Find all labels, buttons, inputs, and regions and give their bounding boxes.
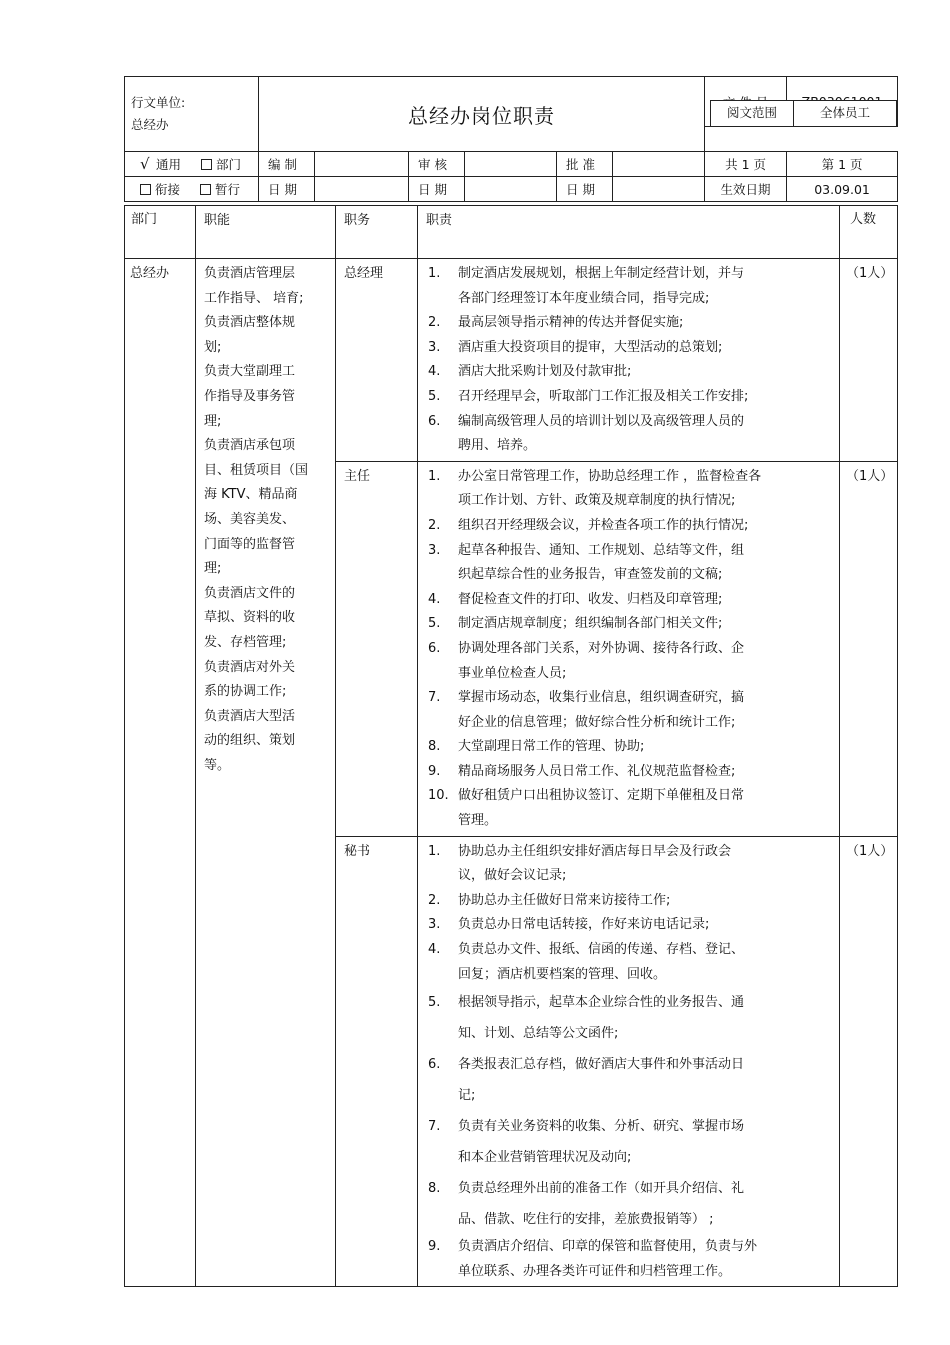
function-line: 理; — [204, 561, 222, 577]
checkbox-icon — [201, 159, 212, 170]
duty-text-line: 制定酒店规章制度；组织编制各部门相关文件; — [458, 616, 723, 632]
scope-label-cell: 阅文范围 — [710, 101, 794, 126]
issuing-unit-value: 总经办 — [131, 117, 169, 132]
duty-text-line: 酒店大批采购计划及付款审批; — [458, 364, 632, 380]
position-director: 主任 — [336, 461, 418, 836]
duty-text-line: 和本企业营销管理状况及动向; — [458, 1150, 632, 1166]
function-line: 负责酒店文件的 — [204, 585, 296, 601]
function-line: 工作指导、 培育; — [204, 290, 304, 306]
position-secretary: 秘书 — [336, 836, 418, 1287]
count-secretary: （1人） — [840, 836, 898, 1287]
effective-date-label: 生效日期 — [705, 177, 787, 202]
duty-item — [426, 336, 831, 361]
checkbox-icon — [200, 184, 211, 195]
duty-item — [426, 735, 831, 760]
duty-number: 5. — [428, 616, 441, 632]
header-count: 人数 — [840, 206, 898, 259]
duty-text-line: 负责有关业务资料的收集、分析、研究、掌握市场 — [458, 1119, 745, 1135]
duty-item — [426, 1173, 831, 1235]
issuing-unit-cell — [125, 77, 259, 152]
function-line: 划; — [204, 339, 222, 355]
check-temporary[interactable]: 暂行 — [200, 180, 240, 198]
duty-number: 3. — [428, 339, 441, 355]
check-general[interactable]: √ 通用 — [140, 155, 182, 173]
duty-text-line: 负责酒店介绍信、印章的保管和监督使用，负责与外 — [458, 1239, 758, 1255]
duty-item — [426, 1049, 831, 1111]
duty-number: 3. — [428, 917, 441, 933]
function-line: 负责酒店整体规 — [204, 315, 296, 331]
duty-text-line: 项工作计划、方针、政策及规章制度的执行情况; — [458, 493, 736, 509]
count-director: （1人） — [840, 461, 898, 836]
duty-number: 2. — [428, 892, 441, 908]
duty-text-line: 办公室日常管理工作，协助总经理工作 ，监督检查各 — [458, 468, 762, 484]
duty-text-line: 织起草综合性的业务报告，审查签发前的文稿; — [458, 567, 723, 583]
duty-number: 8. — [428, 1181, 441, 1197]
duty-text-line: 大堂副理日常工作的管理、协助; — [458, 739, 645, 755]
function-line: 目、租赁项目（国 — [204, 462, 309, 478]
duty-text-line: 制定酒店发展规划，根据上年制定经营计划，并与 — [458, 266, 745, 281]
total-pages: 共 1 页 — [705, 152, 787, 177]
duty-text-line: 议，做好会议记录; — [458, 868, 567, 884]
duty-number: 1. — [428, 468, 441, 484]
duty-number: 8. — [428, 739, 441, 755]
function-line: 动的组织、策划 — [204, 733, 296, 749]
duty-item — [426, 840, 831, 889]
duty-item — [426, 913, 831, 938]
function-cell — [196, 259, 336, 1287]
duty-number: 4. — [428, 942, 441, 958]
duty-number: 2. — [428, 315, 441, 331]
duty-number: 9. — [428, 763, 441, 779]
function-line: 负责大堂副理工 — [204, 364, 296, 380]
duty-text-line: 起草各种报告、通知、工作规划、总结等文件，组 — [458, 542, 745, 558]
checkbox-icon — [140, 184, 151, 195]
checkmark-icon: √ — [140, 155, 150, 173]
duty-text-line: 酒店重大投资项目的提审，大型活动的总策划; — [458, 339, 723, 355]
duty-text-line: 根据领导指示，起草本企业综合性的业务报告、通 — [458, 995, 745, 1011]
scope-row — [710, 100, 897, 126]
duty-item — [426, 889, 831, 914]
date-label-2: 日 期 — [409, 177, 465, 202]
header-position: 职务 — [336, 206, 418, 259]
function-line: 等。 — [204, 757, 231, 773]
duty-number: 5. — [428, 995, 441, 1011]
edit-label: 编 制 — [259, 152, 315, 177]
duty-text-line: 负责总经理外出前的准备工作（如开具介绍信、礼 — [458, 1181, 745, 1197]
function-lines — [204, 262, 327, 778]
function-line: 门面等的监督管 — [204, 536, 296, 552]
date-value-3 — [613, 177, 705, 202]
duty-text-line: 事业单位检查人员; — [458, 665, 567, 681]
approve-label: 批 准 — [557, 152, 613, 177]
duty-item — [426, 539, 831, 588]
duty-item — [426, 311, 831, 336]
function-line: 负责酒店对外关 — [204, 659, 296, 675]
duty-item — [426, 987, 831, 1049]
review-label: 审 核 — [409, 152, 465, 177]
duty-item — [426, 760, 831, 785]
header-duties: 职责 — [418, 206, 840, 259]
duty-item — [426, 637, 831, 686]
duty-number: 9. — [428, 1239, 441, 1255]
duty-number: 1. — [428, 266, 441, 281]
function-line: 场、美容美发、 — [204, 511, 296, 527]
duty-number: 4. — [428, 364, 441, 380]
document-header-table — [124, 76, 898, 202]
duty-text-line: 负责总办日常电话转接，作好来访电话记录; — [458, 917, 710, 933]
duty-text-line: 协助总办主任做好日常来访接待工作; — [458, 892, 671, 908]
duty-number: 6. — [428, 640, 441, 656]
duty-item — [426, 1111, 831, 1173]
date-label-1: 日 期 — [259, 177, 315, 202]
duty-number: 4. — [428, 591, 441, 607]
checkbox-row-2 — [125, 177, 259, 202]
duty-item — [426, 465, 831, 514]
function-line: 理; — [204, 413, 222, 429]
duty-number: 7. — [428, 1119, 441, 1135]
duty-item — [426, 938, 831, 987]
review-value — [465, 152, 557, 177]
dept-cell: 总经办 — [125, 259, 196, 1287]
duty-text-line: 单位联系、办理各类许可证件和归档管理工作。 — [458, 1263, 732, 1279]
duties-director — [418, 461, 840, 836]
duty-text-line: 协调处理各部门关系，对外协调、接待各行政、企 — [458, 640, 745, 656]
function-line: 作指导及事务管 — [204, 388, 296, 404]
duty-number: 2. — [428, 517, 441, 533]
duty-item — [426, 514, 831, 539]
scope-value: 全体员工 — [794, 101, 897, 126]
check-department[interactable]: 部门 — [201, 155, 241, 173]
duty-item — [426, 262, 831, 311]
checkbox-row-1 — [125, 152, 259, 177]
duty-number: 6. — [428, 413, 441, 429]
duty-text-line: 协助总办主任组织安排好酒店每日早会及行政会 — [458, 843, 732, 859]
date-value-1 — [315, 177, 409, 202]
duty-number: 6. — [428, 1057, 441, 1073]
header-function: 职能 — [196, 206, 336, 259]
duty-item — [426, 612, 831, 637]
duty-text-line: 品、借款、吃住行的安排，差旅费报销等） ; — [458, 1212, 714, 1228]
duty-number: 3. — [428, 542, 441, 558]
duty-text-line: 记; — [458, 1088, 476, 1104]
duty-text-line: 各部门经理签订本年度业绩合同，指导完成; — [458, 290, 710, 306]
duty-item — [426, 385, 831, 410]
duty-item — [426, 784, 831, 833]
issuing-unit-label: 行文单位: — [131, 95, 186, 110]
duty-text-line: 好企业的信息管理；做好综合性分析和统计工作; — [458, 714, 736, 730]
function-line: 负责酒店承包项 — [204, 438, 296, 454]
duty-item — [426, 588, 831, 613]
duties-secretary — [418, 836, 840, 1287]
duty-text-line: 最高层领导指示精神的传达并督促实施; — [458, 315, 684, 331]
duty-text-line: 召开经理早会，听取部门工作汇报及相关工作安排; — [458, 388, 749, 404]
duty-number: 1. — [428, 843, 441, 859]
duty-text-line: 聘用、培养。 — [458, 438, 537, 454]
duty-item — [426, 1235, 831, 1284]
approve-value — [613, 152, 705, 177]
duty-text-line: 知、计划、总结等公文函件; — [458, 1026, 619, 1042]
duty-number: 5. — [428, 388, 441, 404]
date-label-3: 日 期 — [557, 177, 613, 202]
duty-text-line: 掌握市场动态，收集行业信息，组织调查研究，搞 — [458, 690, 745, 706]
duty-item — [426, 360, 831, 385]
duty-item — [426, 686, 831, 735]
duty-text-line: 回复；酒店机要档案的管理、回收。 — [458, 966, 667, 982]
function-line: 负责酒店大型活 — [204, 708, 296, 724]
page-number: 第 1 页 — [787, 152, 898, 177]
check-link[interactable]: 衔接 — [140, 180, 180, 198]
function-line: 海 KTV、精品商 — [204, 487, 298, 503]
duties-table — [124, 205, 898, 1287]
duty-text-line: 各类报表汇总存档，做好酒店大事件和外事活动日 — [458, 1057, 745, 1073]
duty-text-line: 督促检查文件的打印、收发、归档及印章管理; — [458, 591, 723, 607]
edit-value — [315, 152, 409, 177]
duty-text-line: 管理。 — [458, 813, 498, 829]
duty-item — [426, 410, 831, 459]
header-dept: 部门 — [125, 206, 196, 259]
duty-number: 7. — [428, 690, 441, 706]
duty-number: 10. — [428, 788, 449, 804]
duties-gm — [418, 259, 840, 462]
function-line: 系的协调工作; — [204, 684, 287, 700]
duty-text-line: 负责总办文件、报纸、信函的传递、存档、登记、 — [458, 942, 745, 958]
duty-text-line: 做好租赁户口出租协议签订、定期下单催租及日常 — [458, 788, 745, 804]
duty-text-line: 精品商场服务人员日常工作、礼仪规范监督检查; — [458, 763, 736, 779]
duty-text-line: 组织召开经理级会议，并检查各项工作的执行情况; — [458, 517, 749, 533]
position-gm: 总经理 — [336, 259, 418, 462]
duty-text-line: 编制高级管理人员的培训计划以及高级管理人员的 — [458, 413, 745, 429]
function-line: 负责酒店管理层 — [204, 266, 296, 281]
function-line: 发、存档管理; — [204, 634, 287, 650]
count-gm: （1人） — [840, 259, 898, 462]
function-line: 草拟、资料的收 — [204, 610, 296, 626]
effective-date-value: 03.09.01 — [787, 177, 898, 202]
document-title: 总经办岗位职责 — [259, 77, 705, 152]
date-value-2 — [465, 177, 557, 202]
